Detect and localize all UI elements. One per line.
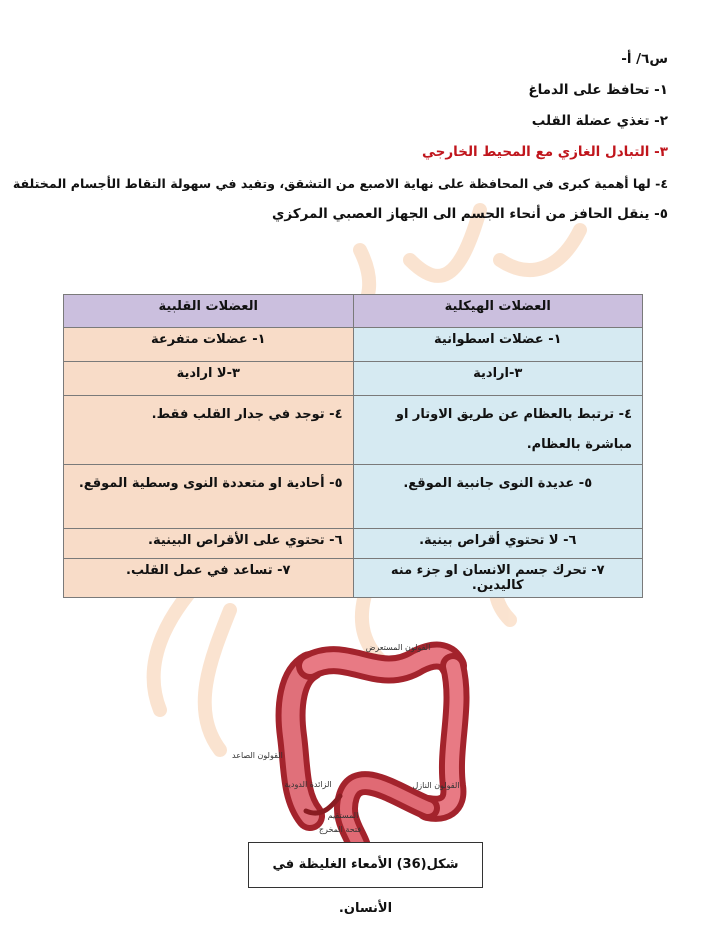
- skeletal-cell: ٧- تحرك جسم الانسان او جزء منه كاليدين.: [353, 559, 643, 598]
- skeletal-cell: ٦- لا تحتوي أقراص بينية.: [353, 529, 643, 559]
- header-cardiac: العضلات القلبية: [64, 295, 354, 328]
- answer-line-3: ٣- التبادل الغازي مع المحيط الخارجي: [422, 144, 668, 160]
- label-ascending-colon: القولون الصاعد: [232, 751, 283, 760]
- colon-illustration: [291, 656, 460, 851]
- table-row: [64, 396, 643, 465]
- table-row: [64, 559, 643, 598]
- label-transverse-colon: القولون المستعرض: [365, 643, 431, 652]
- answer-line-5: ٥- ينقل الحافز من أنحاء الجسم الى الجهاز العصبي المركزي: [272, 206, 668, 222]
- label-anus: فتحة المخرج: [318, 825, 362, 834]
- header-skeletal: العضلات الهيكلية: [353, 295, 643, 328]
- table-row: [64, 362, 643, 396]
- cardiac-cell: ٧- تساعد في عمل القلب.: [64, 559, 354, 598]
- cardiac-cell: ١- عضلات متفرعة: [64, 328, 354, 362]
- answer-line-4: ٤- لها أهمية كبرى في المحافظة على نهاية الاصبع من التشقق، وتفيد في سهولة التقاط الأجسام المختلفة: [12, 176, 668, 191]
- label-descending-colon: القولون النازل: [412, 781, 460, 790]
- answer-line-1: ١- تحافظ على الدماغ: [528, 82, 668, 98]
- skeletal-cell: ٥- عديدة النوى جانبية الموقع.: [353, 465, 643, 529]
- question-header: س٦/ أ-: [621, 51, 668, 67]
- skeletal-cell: ٣-ارادية: [353, 362, 643, 396]
- skeletal-cell: ٤- ترتبط بالعظام عن طريق الاوتار او مباشرة بالعظام.: [353, 396, 643, 465]
- label-rectum: المستقيم: [327, 811, 359, 820]
- answer-line-2: ٢- تغذي عضلة القلب: [531, 113, 668, 129]
- skeletal-cell: ١- عضلات اسطوانية: [353, 328, 643, 362]
- table-row: [64, 465, 643, 529]
- cardiac-cell: ٥- أحادية او متعددة النوى وسطية الموقع.: [64, 465, 354, 529]
- table-row: [64, 328, 643, 362]
- table-header-row: [64, 295, 643, 328]
- muscle-comparison-table: [63, 294, 643, 598]
- cardiac-cell: ٣-لا ارادية: [64, 362, 354, 396]
- figure-caption: شكل(36) الأمعاء الغليظة في الأنسان.: [248, 842, 483, 888]
- answers-block: [12, 44, 668, 230]
- cardiac-cell: ٦- تحتوي على الأقراص البينية.: [64, 529, 354, 559]
- label-appendix: الزائدة الدودية: [284, 780, 332, 789]
- table-row: [64, 529, 643, 559]
- cardiac-cell: ٤- توجد في جدار القلب فقط.: [64, 396, 354, 465]
